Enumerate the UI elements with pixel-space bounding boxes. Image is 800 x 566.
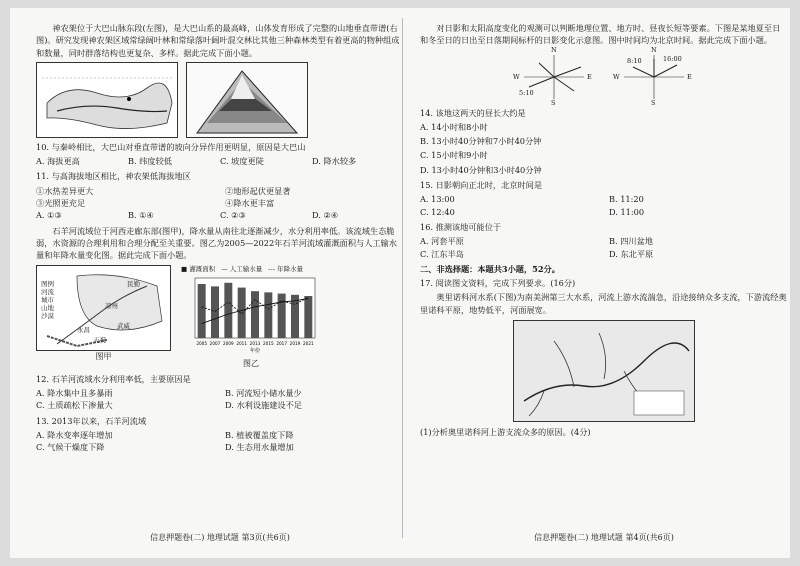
bar-irrigation-2021 (304, 296, 312, 338)
bar-irrigation-2007 (211, 287, 219, 339)
label-liangzhou: 凉州 (105, 301, 118, 310)
figure-b-caption: 图乙 (243, 358, 259, 368)
answer-space[interactable] (420, 440, 788, 474)
q11-items (36, 185, 404, 210)
q17-part-1: (1)分析奥里诺科河上游支流众多的原因。(4分) (420, 427, 591, 438)
q10-stem: 10. 与秦岭相比，大巴山对垂直带谱的坡向分异作用更明显，原因是大巴山 (36, 141, 306, 152)
bar-irrigation-2013 (251, 292, 259, 339)
q11-item-1: ①水热差异更大 (36, 185, 94, 196)
legend-b-irrigation: ■ 灌溉面积 (181, 264, 216, 273)
q12-options (36, 387, 404, 412)
label-minqin: 民勤 (127, 279, 140, 288)
q13-option-b[interactable]: B. 植被覆盖度下降 (225, 429, 294, 440)
shadow-diagrams (420, 45, 788, 107)
q14-stem: 14. 该地这两天的昼长大约是 (420, 107, 526, 118)
q15-option-c[interactable]: C. 12:40 (420, 206, 455, 217)
q13-options (36, 429, 404, 454)
q16-stem: 16. 推测该地可能位于 (420, 221, 502, 232)
figure-a (36, 265, 171, 370)
label-wuwei: 武威 (117, 321, 130, 330)
q12-option-a[interactable]: A. 降水集中且多暴雨 (36, 387, 113, 398)
map-dabashan-svg (37, 63, 177, 137)
q17-material: 奥里诺科河水系(下图)为南美洲第三大水系，河流上游水流湍急，沿途接纳众多支流，下游流经奥里诺科平原，地势低平，河面展宽。 (420, 292, 787, 315)
q11-option-a[interactable]: A. ①③ (36, 210, 62, 221)
figures-row-1 (36, 62, 404, 138)
intro-shiyang-river: 石羊河流域位于河西走廊东部(图甲)，降水量从南往北逐渐减少，水分利用率低。该流域生态脆弱，水资源的合理利用和合理分配至关重要。图乙为2005—2022年石羊河流域灌溉面积与人工输水量和年降水量变化图。据此完成下面小题。 (36, 225, 397, 261)
q17-stem: 17. 阅读图文资料，完成下列要求。(16分) (420, 278, 576, 289)
x-tick-2007: 2007 (209, 341, 221, 347)
q13-option-d[interactable]: D. 生态用水量增加 (225, 442, 294, 453)
question-10 (36, 141, 404, 168)
q15-stem: 15. 日影朝向正北时，北京时间是 (420, 180, 543, 191)
figure-b (181, 265, 321, 370)
q14-option-c[interactable]: C. 15小时和9小时 (420, 150, 488, 161)
q15-option-b[interactable]: B. 11:20 (609, 194, 644, 205)
legend-b-precip: --- 年降水量 (268, 264, 303, 273)
q13-option-c[interactable]: C. 气候干燥度下降 (36, 442, 105, 453)
figure-a-caption: 图甲 (95, 351, 112, 361)
q12-stem: 12. 石羊河流域水分利用率低，主要原因是 (36, 373, 191, 384)
q11-item-4: ④降水更丰富 (225, 198, 275, 209)
q16-option-b[interactable]: B. 四川盆地 (609, 236, 653, 247)
q12-option-c[interactable]: C. 土质疏松下渗量大 (36, 400, 113, 411)
q11-item-2: ②地形起伏更显著 (225, 185, 291, 196)
label-tianzhu: 天祝 (93, 335, 106, 344)
legend-b-transfer: — 人工输水量 (221, 264, 263, 273)
x-tick-2005: 2005 (196, 341, 208, 347)
dir-w-2: W (613, 72, 620, 81)
vertical-zonation-svg (187, 63, 307, 137)
bar-irrigation-2015 (264, 293, 272, 339)
label-yongchang: 永昌 (77, 325, 90, 334)
figure-a-legend (41, 280, 54, 321)
x-tick-2011: 2011 (236, 341, 248, 347)
dir-w-1: W (513, 72, 520, 81)
q14-option-d[interactable]: D. 13小时40分钟和3小时40分钟 (420, 164, 542, 175)
dir-n-1: N (551, 45, 557, 54)
time-label-510: 5:10 (519, 88, 534, 97)
vertical-zonation-diagram (186, 62, 308, 138)
section-2-heading: 二、非选择题：本题共3小题，52分。 (420, 263, 560, 274)
legend-a-title: 图例 (41, 279, 54, 288)
q15-options (420, 193, 788, 218)
question-15 (420, 179, 788, 218)
bar-irrigation-2011 (238, 288, 246, 338)
q16-options (420, 235, 788, 260)
page-divider (402, 18, 403, 538)
orinoco-map-svg (514, 321, 694, 421)
question-11 (36, 170, 404, 221)
q16-option-d[interactable]: D. 东北平原 (609, 248, 654, 259)
x-tick-2019: 2019 (289, 341, 301, 347)
q16-option-a[interactable]: A. 河套平原 (420, 236, 464, 247)
dir-e-1: E (587, 72, 592, 81)
q10-options (36, 155, 404, 167)
legend-a-river: 河流 (41, 287, 54, 296)
time-label-1600: 16:00 (663, 54, 682, 63)
dir-n-2: N (651, 45, 657, 54)
q13-option-a[interactable]: A. 降水变率逐年增加 (36, 429, 113, 440)
x-tick-2021: 2021 (302, 341, 314, 347)
q16-option-c[interactable]: C. 江东半岛 (420, 248, 464, 259)
legend-a-desert: 沙漠 (41, 312, 54, 321)
q15-option-a[interactable]: A. 13:00 (420, 194, 455, 205)
shiyang-map (36, 265, 171, 351)
shadow-diagram-winter (613, 45, 692, 107)
dir-e-2: E (687, 72, 692, 81)
footer-page-4: 信息押题卷(二) 地理试题 第4页(共6页) (534, 533, 674, 542)
orinoco-map (513, 320, 695, 422)
bar-irrigation-2017 (278, 294, 286, 338)
q12-option-d[interactable]: D. 水利设施建设不足 (225, 400, 302, 411)
shadow-diagram-summer (513, 45, 592, 107)
q11-option-d[interactable]: D. ②④ (312, 210, 339, 221)
q10-option-c[interactable]: C. 坡度更陡 (220, 156, 264, 167)
question-12 (36, 373, 404, 412)
figure-b-chart (181, 274, 321, 354)
time-label-810: 8:10 (627, 56, 642, 65)
question-13 (36, 415, 404, 454)
figures-row-2 (36, 265, 404, 370)
x-axis-label: 年份 (249, 348, 261, 355)
q10-option-d[interactable]: D. 降水较多 (312, 156, 357, 167)
x-tick-2013: 2013 (249, 341, 261, 347)
q11-option-b[interactable]: B. ①④ (128, 210, 154, 221)
legend-a-city: 城市 (41, 295, 54, 304)
bar-irrigation-2005 (198, 284, 206, 338)
question-16 (420, 221, 788, 260)
q10-option-a[interactable]: A. 海拔更高 (36, 156, 80, 167)
map-dabashan (36, 62, 178, 138)
page-3 (36, 8, 404, 548)
dir-s-1: S (551, 98, 556, 107)
footer-page-3: 信息押题卷(二) 地理试题 第3页(共6页) (150, 533, 290, 542)
q14-option-a[interactable]: A. 14小时和8小时 (420, 121, 488, 132)
q15-option-d[interactable]: D. 11:00 (609, 206, 645, 217)
q11-options (36, 209, 404, 221)
q11-stem: 11. 与高海拔地区相比，神农架低海拔地区 (36, 171, 191, 182)
q11-item-3: ③光照更充足 (36, 198, 86, 209)
question-14 (420, 107, 788, 176)
exam-sheet (10, 8, 790, 558)
q11-option-c[interactable]: C. ②③ (220, 210, 246, 221)
intro-shennongjia: 神农架位于大巴山脉东段(左图)，是大巴山系的最高峰，山体发育形成了完整的山地垂直带谱(右图)。研究发现神农架区域常绿阔叶林和常绿落叶阔叶混交林比其他三种森林类型有着更高的物种组成和数量，同时群落结构也更复杂、多样。据此完成下面小题。 (36, 23, 400, 58)
figure-b-legend (181, 265, 321, 275)
legend-a-mountain: 山地 (41, 303, 54, 312)
dir-s-2: S (651, 98, 656, 107)
bar-irrigation-2009 (224, 283, 232, 338)
x-tick-2015: 2015 (262, 341, 274, 347)
intro-shadow: 对日影和太阳高度变化的观测可以判断地理位置、地方时、昼夜长短等要素。下图是某地夏至日和冬至日的日出至日落期间标杆的日影变化示意图。图中时间均为北京时间。据此完成下面小题。 (420, 23, 781, 46)
x-tick-2009: 2009 (222, 341, 234, 347)
q13-stem: 13. 2013年以来，石羊河流域 (36, 415, 147, 426)
page-4 (420, 8, 788, 548)
q12-option-b[interactable]: B. 河流短小储水量少 (225, 387, 302, 398)
q14-option-b[interactable]: B. 13小时40分钟和7小时40分钟 (420, 136, 542, 147)
q10-option-b[interactable]: B. 纬度较低 (128, 156, 172, 167)
x-tick-2017: 2017 (276, 341, 288, 347)
